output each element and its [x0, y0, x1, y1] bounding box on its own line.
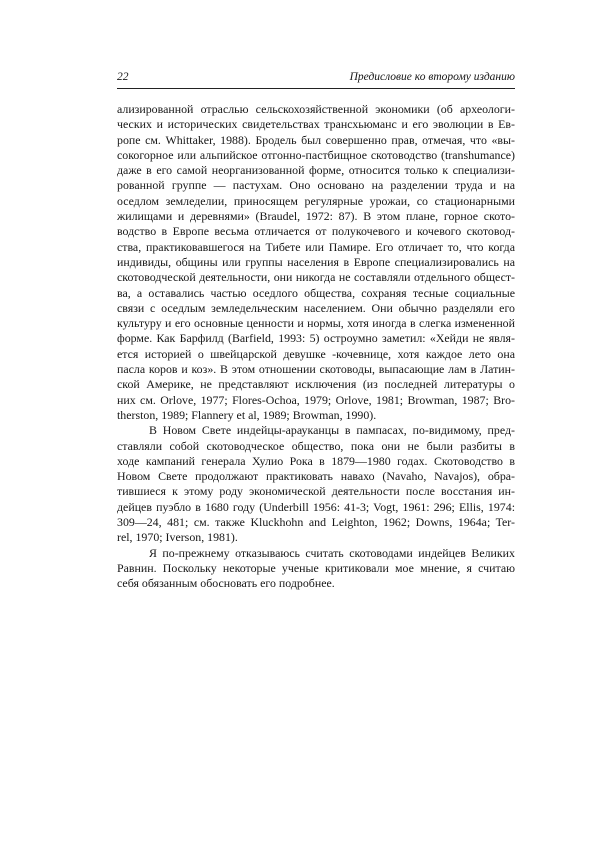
text-line: пасла коров и коз». В этом отношении скотоводы, выпасающие лам в Латин- — [117, 362, 515, 377]
text-line: rel, 1970; Iverson, 1981). — [117, 530, 238, 545]
text-line: ходе кампаний генерала Хулио Рока в 1879—1980 годах. Скотоводство в — [117, 453, 515, 468]
text-line: ва, а оставались частью оседлого общества, сохраняя тесные социальные — [117, 285, 515, 300]
text-line: дейцев пуэбло в 1680 году (Underbill 1956: 41-3; Vogt, 1961: 296; Ellis, 1974: — [117, 499, 515, 514]
text-line: даже в его самой неорганизованной форме, относится только к специализи- — [117, 163, 515, 178]
text-line: форме. Как Барфилд (Barfield, 1993: 5) остроумно заметил: «Хейди не явля- — [117, 331, 515, 346]
text-line: ческих и исторических свидетельствах трансхьюманс и его эволюции в Ев- — [117, 117, 515, 132]
text-line: культуру и его основные ценности и нормы, хотя иногда в слегка измененной — [117, 316, 515, 331]
text-line: ется историей о швейцарской девушке -кочевнице, хотя каждое лето она — [117, 346, 515, 361]
text-line: ской Америке, не представляют исключения (из последней литературы о — [117, 377, 515, 392]
text-line: рованной группе — пастухам. Оно основано на разделении труда и на — [117, 178, 515, 193]
text-line: В Новом Свете индейцы-арауканцы в пампасах, по-видимому, пред- — [149, 423, 515, 438]
text-line: водство в Европе весьма отличается от полукочевого и кочевого скотовод- — [117, 224, 515, 239]
paragraph — [117, 102, 515, 423]
running-title: Предисловие ко второму изданию — [349, 71, 515, 83]
text-line: жилищами и деревнями» (Braudel, 1972: 87). В этом плане, горное ското- — [117, 209, 515, 224]
text-line: скотоводческой деятельности, они никогда не составляли отдельного общест- — [117, 270, 515, 285]
text-line: therston, 1989; Flannery et al, 1989; Browman, 1990). — [117, 407, 377, 422]
text-line: индивиды, общины или группы населения в Европе специализировались на — [117, 254, 515, 269]
text-line: сокогорное или альпийское отгонно-пастбищное скотоводство (transhumance) — [117, 147, 515, 162]
text-line: них см. Orlove, 1977; Flores-Ochoa, 1979; Orlove, 1981; Browman, 1987; Bro- — [117, 392, 515, 407]
text-line: Равнин. Поскольку некоторые ученые критиковали мое мнение, я считаю — [117, 560, 515, 575]
page-number: 22 — [117, 71, 129, 83]
text-line: Новом Свете продолжают практиковать навахо (Navaho, Navajos), обра- — [117, 469, 515, 484]
text-line: оседлом земледелии, приносящем регулярные урожаи, со стационарными — [117, 193, 515, 208]
paragraph — [117, 423, 515, 545]
text-line: ализированной отраслью сельскохозяйственной экономики (об археологи- — [117, 102, 515, 116]
text-line: ставляли собой скотоводческое общество, пока они не были разбиты в — [117, 438, 515, 453]
body-text — [117, 102, 515, 592]
text-line: себя обязанным обосновать его подробнее. — [117, 576, 335, 591]
text-line: ропе см. Whittaker, 1988). Бродель был совершенно прав, отмечая, что «вы- — [117, 132, 515, 147]
text-line: 309—24, 481; см. также Kluckhohn and Leighton, 1962; Downs, 1964a; Ter- — [117, 515, 515, 530]
header-rule — [117, 88, 515, 89]
text-line: связи с оседлым земледельческим населением. Они обычно разделяли его — [117, 300, 515, 315]
text-line: Я по-прежнему отказываюсь считать скотоводами индейцев Великих — [149, 545, 515, 560]
text-line: ства, практиковавшегося на Тибете или Памире. Его отличает то, что когда — [117, 239, 515, 254]
paragraph — [117, 546, 515, 592]
text-line: тившиеся к этому роду экономической деятельности после восстания ин- — [117, 484, 515, 499]
page-header — [117, 70, 515, 84]
